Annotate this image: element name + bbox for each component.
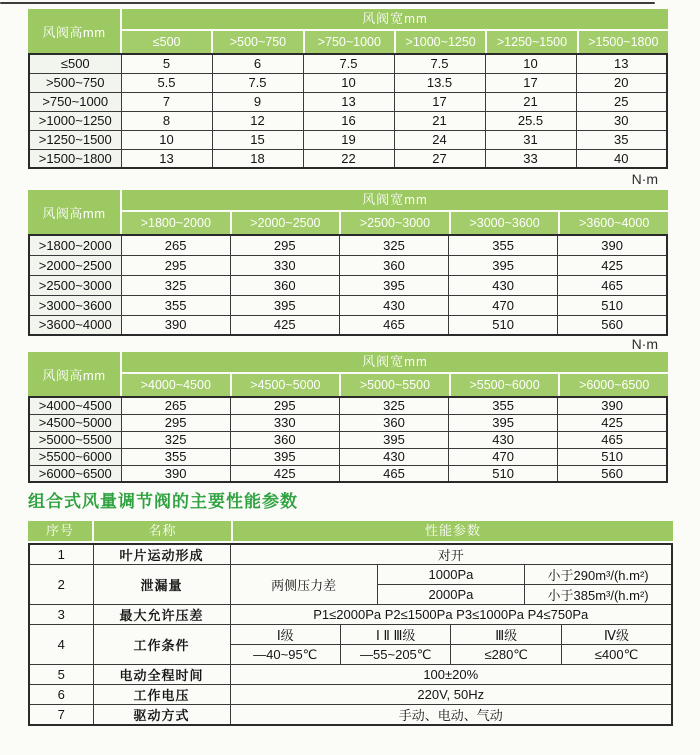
torque-value: 7.5: [212, 73, 303, 92]
row-no: 5: [29, 665, 93, 685]
torque-value: 360: [339, 414, 448, 431]
table-row: [29, 544, 672, 565]
torque-value: 21: [394, 111, 485, 130]
torque-value: 13: [121, 149, 212, 168]
torque-value: 295: [121, 414, 230, 431]
table-row: [29, 605, 672, 625]
torque-value: 560: [558, 315, 667, 335]
performance-table-header: [28, 521, 673, 541]
torque-value: 425: [230, 315, 339, 335]
torque-value: 19: [303, 130, 394, 149]
table-row: [29, 295, 667, 315]
torque-table-header: [28, 9, 668, 53]
torque-value: 22: [303, 149, 394, 168]
torque-value: 465: [339, 465, 448, 482]
section-heading: 组合式风量调节阀的主要性能参数: [28, 492, 298, 511]
torque-value: 395: [339, 431, 448, 448]
col-header: >2500~3000: [341, 212, 449, 234]
col-header: >1250~1500: [487, 31, 576, 53]
torque-table-small: [28, 9, 668, 169]
torque-value: 425: [558, 414, 667, 431]
torque-value: 10: [485, 54, 576, 73]
col-group-title: 风阀宽mm: [122, 9, 668, 29]
torque-unit-label: N·m: [631, 171, 658, 187]
row-header-title: 风阀高mm: [28, 190, 120, 234]
col-header: >1000~1250: [396, 31, 485, 53]
table-row: [29, 685, 672, 705]
header-params: 性能参数: [233, 521, 673, 541]
grade-temp: —55~205℃: [340, 645, 450, 665]
torque-value: 13: [576, 54, 667, 73]
row-header: >1800~2000: [29, 235, 121, 255]
torque-value: 390: [558, 235, 667, 255]
row-no: 4: [29, 625, 93, 665]
header-name: 名称: [94, 521, 231, 541]
leakage-pressure: 2000Pa: [377, 585, 524, 605]
row-name: 电动全程时间: [93, 665, 230, 685]
row-header: >750~1000: [29, 92, 121, 111]
row-header: ≤500: [29, 54, 121, 73]
torque-value: 425: [558, 255, 667, 275]
col-headers: [122, 352, 668, 396]
row-header: >5000~5500: [29, 431, 121, 448]
col-header: >500~750: [213, 31, 302, 53]
torque-value: 30: [576, 111, 667, 130]
row-header: >1000~1250: [29, 111, 121, 130]
col-header: >3000~3600: [451, 212, 559, 234]
torque-table-medium: [28, 190, 668, 336]
table-row: [29, 448, 667, 465]
table-row: [29, 665, 672, 685]
torque-value: 13.5: [394, 73, 485, 92]
torque-value: 8: [121, 111, 212, 130]
torque-value: 12: [212, 111, 303, 130]
table-row: [29, 73, 667, 92]
torque-value: 7.5: [303, 54, 394, 73]
torque-value: 325: [339, 397, 448, 414]
row-header: >2500~3000: [29, 275, 121, 295]
col-headers: [122, 190, 668, 234]
leakage-pressure: 1000Pa: [377, 565, 524, 585]
leakage-condition: 两侧压力差: [230, 565, 377, 605]
torque-value: 510: [558, 295, 667, 315]
grade-label: Ⅲ级: [451, 625, 561, 645]
table-row: [29, 130, 667, 149]
torque-value: 425: [230, 465, 339, 482]
table-row: [29, 625, 672, 645]
col-header: ≤500: [122, 31, 211, 53]
torque-value: 470: [449, 295, 558, 315]
torque-value: 395: [230, 448, 339, 465]
torque-value: 10: [303, 73, 394, 92]
torque-value: 265: [121, 235, 230, 255]
row-header: >3000~3600: [29, 295, 121, 315]
torque-value: 355: [121, 448, 230, 465]
torque-value: 295: [230, 397, 339, 414]
torque-value: 265: [121, 397, 230, 414]
col-subheaders: [122, 31, 668, 53]
row-header: >2000~2500: [29, 255, 121, 275]
torque-unit-label: N·m: [631, 336, 658, 352]
row-no: 3: [29, 605, 93, 625]
torque-value: 465: [558, 431, 667, 448]
leakage-value: 小于290m³/(h.m²): [525, 565, 672, 585]
torque-value: 390: [121, 315, 230, 335]
torque-value: 355: [121, 295, 230, 315]
torque-value: 360: [339, 255, 448, 275]
torque-value: 16: [303, 111, 394, 130]
torque-value: 360: [230, 275, 339, 295]
torque-value: 17: [394, 92, 485, 111]
torque-value: 295: [121, 255, 230, 275]
torque-value: 395: [449, 255, 558, 275]
torque-value: 15: [212, 130, 303, 149]
row-name: 工作电压: [93, 685, 230, 705]
row-header: >4000~4500: [29, 397, 121, 414]
row-name: 驱动方式: [93, 705, 230, 726]
grade-temp: ≤280℃: [451, 645, 561, 665]
torque-value: 325: [121, 275, 230, 295]
torque-value: 330: [230, 414, 339, 431]
torque-value: 510: [558, 448, 667, 465]
torque-value: 35: [576, 130, 667, 149]
torque-value: 18: [212, 149, 303, 168]
grade-temp: —40~95℃: [230, 645, 340, 665]
torque-value: 325: [121, 431, 230, 448]
row-value: 100±20%: [230, 665, 672, 685]
torque-value: 33: [485, 149, 576, 168]
row-no: 2: [29, 565, 93, 605]
torque-value: 560: [558, 465, 667, 482]
table-row: [29, 315, 667, 335]
col-subheaders: [122, 374, 668, 396]
torque-value: 395: [230, 295, 339, 315]
torque-value: 25: [576, 92, 667, 111]
table-row: [29, 465, 667, 482]
torque-value: 17: [485, 73, 576, 92]
col-header: >1500~1800: [579, 31, 668, 53]
torque-table-header: [28, 190, 668, 234]
torque-value: 470: [449, 448, 558, 465]
grade-label: Ⅰ级: [230, 625, 340, 645]
torque-value: 355: [449, 397, 558, 414]
torque-value: 24: [394, 130, 485, 149]
torque-value: 465: [339, 315, 448, 335]
col-header: >5000~5500: [341, 374, 449, 396]
torque-value: 430: [449, 275, 558, 295]
table-row: [29, 397, 667, 414]
torque-value: 295: [230, 235, 339, 255]
col-group-title: 风阀宽mm: [122, 352, 668, 372]
table-row: [29, 414, 667, 431]
table-row: [29, 255, 667, 275]
torque-value: 510: [449, 465, 558, 482]
torque-value: 27: [394, 149, 485, 168]
row-no: 1: [29, 544, 93, 565]
torque-value: 390: [121, 465, 230, 482]
grade-temp: ≤400℃: [561, 645, 672, 665]
torque-value: 40: [576, 149, 667, 168]
col-header: >5500~6000: [451, 374, 559, 396]
row-header-title: 风阀高mm: [28, 9, 120, 53]
table-row: [29, 705, 672, 726]
row-header: >1500~1800: [29, 149, 121, 168]
row-name: 泄漏量: [93, 565, 230, 605]
row-header: >6000~6500: [29, 465, 121, 482]
torque-table-large: [28, 352, 668, 483]
torque-value: 7: [121, 92, 212, 111]
torque-value: 330: [230, 255, 339, 275]
torque-value: 510: [449, 315, 558, 335]
row-value: 对开: [230, 544, 672, 565]
torque-table-header: [28, 352, 668, 396]
row-name: 最大允许压差: [93, 605, 230, 625]
col-group-title: 风阀宽mm: [122, 190, 668, 210]
col-header: >3600~4000: [560, 212, 668, 234]
row-header: >5500~6000: [29, 448, 121, 465]
torque-value: 13: [303, 92, 394, 111]
torque-value: 390: [558, 397, 667, 414]
table-row: [29, 92, 667, 111]
row-no: 7: [29, 705, 93, 726]
torque-body-table: [28, 234, 668, 336]
torque-value: 25.5: [485, 111, 576, 130]
torque-value: 6: [212, 54, 303, 73]
table-row: [29, 431, 667, 448]
row-no: 6: [29, 685, 93, 705]
torque-value: 355: [449, 235, 558, 255]
grade-label: Ⅰ Ⅱ Ⅲ级: [340, 625, 450, 645]
torque-value: 395: [339, 275, 448, 295]
row-header: >3600~4000: [29, 315, 121, 335]
col-header: >1800~2000: [122, 212, 230, 234]
torque-value: 10: [121, 130, 212, 149]
col-header: >4000~4500: [122, 374, 230, 396]
page-top-edge: [0, 2, 655, 4]
col-header: >6000~6500: [560, 374, 668, 396]
col-header: >750~1000: [305, 31, 394, 53]
table-row: [29, 111, 667, 130]
torque-value: 465: [558, 275, 667, 295]
performance-table: [28, 521, 673, 726]
torque-value: 395: [449, 414, 558, 431]
row-header: >500~750: [29, 73, 121, 92]
torque-value: 5.5: [121, 73, 212, 92]
torque-value: 31: [485, 130, 576, 149]
row-name: 工作条件: [93, 625, 230, 665]
row-header: >1250~1500: [29, 130, 121, 149]
row-value: 手动、电动、气动: [230, 705, 672, 726]
table-row: [29, 235, 667, 255]
torque-value: 430: [449, 431, 558, 448]
torque-body-table: [28, 396, 668, 483]
header-no: 序号: [28, 521, 92, 541]
torque-value: 9: [212, 92, 303, 111]
row-value: P1≤2000Pa P2≤1500Pa P3≤1000Pa P4≤750Pa: [230, 605, 672, 625]
torque-value: 20: [576, 73, 667, 92]
torque-value: 325: [339, 235, 448, 255]
torque-value: 430: [339, 295, 448, 315]
torque-value: 5: [121, 54, 212, 73]
col-header: >4500~5000: [232, 374, 340, 396]
col-subheaders: [122, 212, 668, 234]
table-row: [29, 54, 667, 73]
row-header: >4500~5000: [29, 414, 121, 431]
col-header: >2000~2500: [232, 212, 340, 234]
row-value: 220V, 50Hz: [230, 685, 672, 705]
table-row: [29, 275, 667, 295]
torque-value: 21: [485, 92, 576, 111]
torque-value: 7.5: [394, 54, 485, 73]
torque-value: 430: [339, 448, 448, 465]
torque-body-table: [28, 53, 668, 169]
table-row: [29, 565, 672, 585]
row-name: 叶片运动形成: [93, 544, 230, 565]
page-content: [28, 9, 676, 726]
table-row: [29, 149, 667, 168]
torque-value: 360: [230, 431, 339, 448]
leakage-value: 小于385m³/(h.m²): [525, 585, 672, 605]
col-headers: [122, 9, 668, 53]
row-header-title: 风阀高mm: [28, 352, 120, 396]
grade-label: Ⅳ级: [561, 625, 672, 645]
